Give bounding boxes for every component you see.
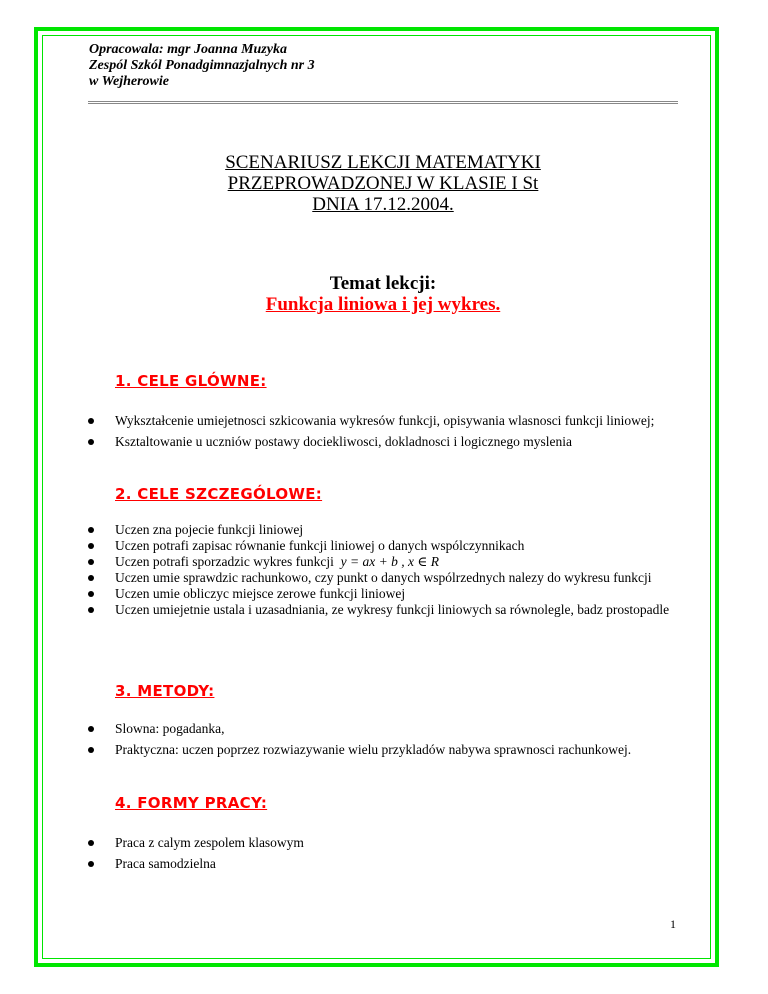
list-item: Uczen umie obliczyc miejsce zerowe funkcji liniowej bbox=[88, 586, 688, 602]
section-heading-main-goals: 1. CELE GLÓWNE: bbox=[115, 372, 267, 390]
list-item-text: Uczen potrafi sporzadzic wykres funkcji bbox=[115, 554, 334, 569]
school-line: Zespól Szkól Ponadgimnazjalnych nr 3 bbox=[89, 58, 315, 73]
linear-function-formula: y = ax + b , x ∈ R bbox=[340, 554, 439, 569]
title-line-2: PRZEPROWADZONEJ W KLASIE I St bbox=[227, 173, 539, 194]
header-divider bbox=[88, 101, 678, 104]
list-item: Uczen potrafi zapisac równanie funkcji liniowej o danych wspólczynnikach bbox=[88, 538, 688, 554]
title-line-1: SCENARIUSZ LEKCJI MATEMATYKI bbox=[225, 152, 541, 173]
list-item: Praca z calym zespolem klasowym bbox=[88, 835, 688, 851]
topic-label: Temat lekcji: bbox=[329, 273, 437, 294]
section-heading-work-forms: 4. FORMY PRACY: bbox=[115, 794, 268, 812]
methods-list bbox=[88, 721, 688, 758]
list-item: Uczen zna pojecie funkcji liniowej bbox=[88, 522, 688, 538]
list-item: Praca samodzielna bbox=[88, 856, 688, 872]
list-item: Praktyczna: uczen poprzez rozwiazywanie wielu przykladów nabywa sprawnosci rachunkowej. bbox=[88, 742, 688, 758]
detailed-goals-list bbox=[88, 522, 688, 618]
author-line: Opracowala: mgr Joanna Muzyka bbox=[89, 42, 287, 57]
work-forms-list bbox=[88, 835, 688, 872]
main-goals-list bbox=[88, 413, 688, 450]
page-number: 1 bbox=[670, 917, 676, 931]
topic-subject: Funkcja liniowa i jej wykres. bbox=[265, 294, 501, 315]
city-line: w Wejherowie bbox=[89, 74, 169, 89]
document-title bbox=[88, 152, 678, 215]
list-item: Uczen umiejetnie ustala i uzasadniania, ze wykresy funkcji liniowych sa równolegle, badz prostopadle bbox=[88, 602, 688, 618]
list-item: Slowna: pogadanka, bbox=[88, 721, 688, 737]
page-header bbox=[89, 42, 315, 90]
list-item bbox=[88, 554, 688, 570]
title-line-3: DNIA 17.12.2004. bbox=[312, 194, 454, 215]
section-heading-detailed-goals: 2. CELE SZCZEGÓLOWE: bbox=[115, 485, 323, 503]
list-item: Ksztaltowanie u uczniów postawy dociekliwosci, dokladnosci i logicznego myslenia bbox=[88, 434, 688, 450]
list-item: Wykształcenie umiejetnosci szkicowania wykresów funkcji, opisywania wlasnosci funkcji liniowej; bbox=[88, 413, 688, 429]
section-heading-methods: 3. METODY: bbox=[115, 682, 215, 700]
list-item: Uczen umie sprawdzic rachunkowo, czy punkt o danych wspólrzednych nalezy do wykresu funkcji bbox=[88, 570, 688, 586]
lesson-topic bbox=[88, 273, 678, 315]
